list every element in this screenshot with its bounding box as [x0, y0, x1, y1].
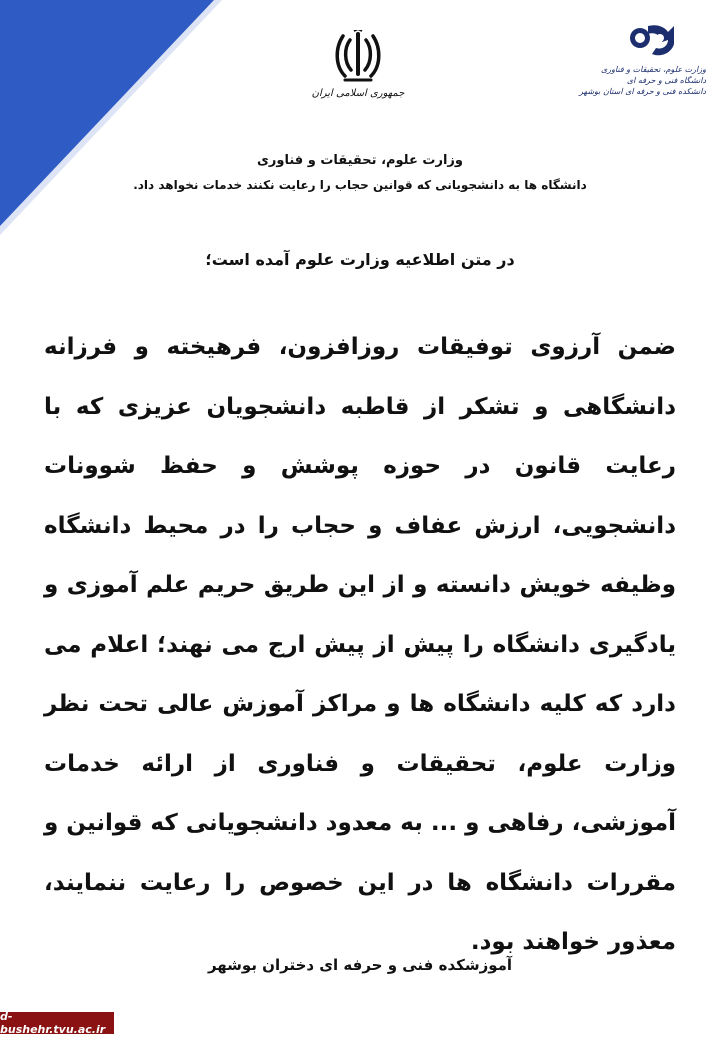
- announcement-body: ضمن آرزوی توفیقات روزافزون، فرهیخته و فرزانه دانشگاهی و تشکر از قاطبه دانشجویان عزیزی که با رعایت قانون در حوزه پوشش و حفظ شوونات دانشجویی، ارزش عفاف و حجاب را در محیط دانشگاه وظیفه خویش دانسته و از این طریق حریم علم آموزی و یادگیری دانشگاه را پیش از پیش ارج می نهند؛ اعلام می دارد که کلیه دانشگاه ها و مراکز آموزش عالی تحت نظر وزارت علوم، تحقیقات و فناوری از ارائه خدمات آموزشی، رفاهی و ... به معدود دانشجویانی که قوانین و مقررات دانشگاه ها در این خصوص را رعایت ننمایند، معذور خواهند بود.: [44, 334, 676, 955]
- university-logo: [579, 22, 706, 97]
- emblem-caption: جمهوری اسلامی ایران: [311, 88, 405, 99]
- logo-line: دانشگاه فنی و حرفه ای: [626, 76, 706, 85]
- logo-line: وزارت علوم، تحقیقات و فناوری: [601, 65, 706, 74]
- allah-emblem-icon: [335, 30, 381, 88]
- intro-line: در متن اطلاعیه وزارت علوم آمده است؛: [205, 250, 515, 269]
- corner-ribbon: [0, 0, 230, 235]
- tvu-logo-icon: [626, 22, 676, 60]
- headline: دانشگاه ها به دانشجویانی که قوانین حجاب را رعایت نکنند خدمات نخواهد داد.: [133, 178, 587, 192]
- ministry-title: وزارت علوم، تحقیقات و فناوری: [257, 153, 463, 168]
- logo-line: دانشکده فنی و حرفه ای استان بوشهر: [579, 87, 706, 96]
- header: [80, 150, 640, 198]
- website-badge: d-bushehr.tvu.ac.ir: [0, 1012, 114, 1034]
- signature: آموزشکده فنی و حرفه ای دختران بوشهر: [207, 956, 513, 974]
- iran-emblem: [311, 30, 405, 110]
